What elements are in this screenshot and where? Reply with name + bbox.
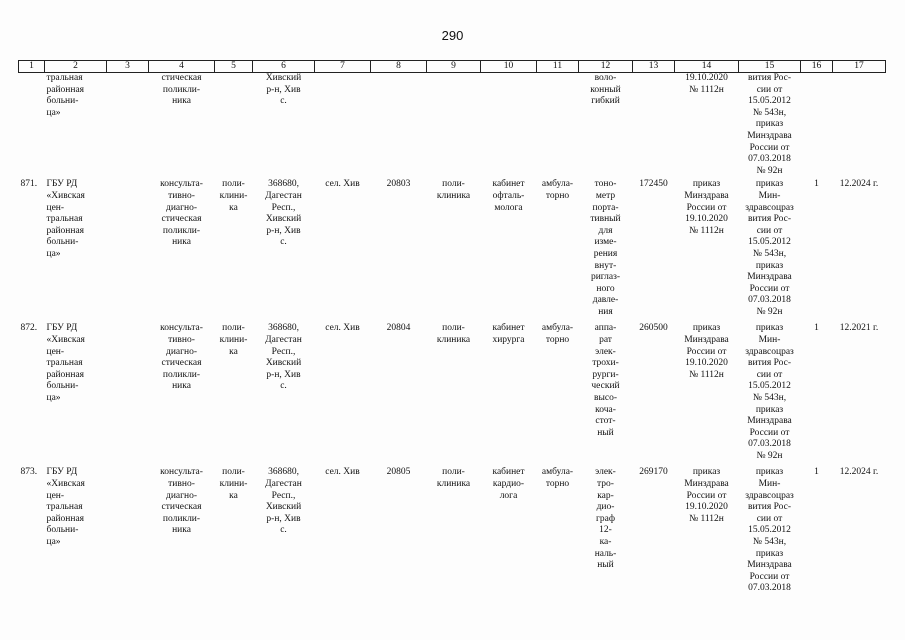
table-cell: вития Рос- сии от 15.05.2012 № 543н, приказ Минздрава России от 07.03.2018 № 92н (747, 73, 792, 176)
table-cell: ГБУ РД «Хивская цен- тральная районная больни- ца» (46, 323, 85, 403)
table-cell: 368680, Дагестан Респ., Хивский р-н, Хив с. (265, 467, 302, 536)
table-cell: 19.10.2020 № 1112н (685, 73, 728, 95)
table-cell: приказ Минздрава России от 19.10.2020 № 1112н (684, 179, 729, 236)
table-cell: кабинет кардио- лога (492, 467, 525, 501)
table-cell: 12.2024 г. (839, 467, 879, 478)
table-cell (107, 73, 149, 178)
column-header: 17 (833, 61, 886, 73)
table-cell: 269170 (639, 467, 668, 478)
column-header: 9 (427, 61, 481, 73)
table-row (19, 465, 886, 617)
column-header: 7 (315, 61, 371, 73)
table-cell: стическая поликли- ника (161, 73, 202, 107)
table-cell (371, 73, 427, 178)
column-header: 2 (45, 61, 107, 73)
table-cell: кабинет офталь- молога (492, 179, 525, 213)
table-cell (633, 73, 675, 178)
table-cell: амбула- торно (541, 467, 574, 489)
column-header: 5 (215, 61, 253, 73)
column-header: 14 (675, 61, 739, 73)
column-header: 12 (579, 61, 633, 73)
table-cell: 1 (814, 323, 819, 334)
table-cell: поли- клини- ка (219, 323, 248, 357)
table-cell: 368680, Дагестан Респ., Хивский р-н, Хив с. (265, 179, 302, 248)
table-cell: аппа- рат элек- трохи- рурги- ческий высо- коча- стот- ный (591, 323, 620, 438)
table-cell: амбула- торно (541, 323, 574, 345)
table-cell: 368680, Дагестан Респ., Хивский р-н, Хив с. (265, 323, 302, 392)
table-cell: поли- клиника (436, 323, 471, 345)
table-cell: кабинет хирурга (492, 323, 525, 345)
column-header: 1 (19, 61, 45, 73)
table-cell (315, 73, 371, 178)
table-cell: воло- конный гибкий (590, 73, 621, 107)
table-cell: 260500 (639, 323, 668, 334)
table-cell: 20805 (386, 467, 411, 478)
column-header: 13 (633, 61, 675, 73)
table-cell: 1 (814, 179, 819, 190)
column-header: 16 (801, 61, 833, 73)
table-cell: 871. (20, 179, 38, 190)
table-cell: тральная районная больни- ца» (46, 73, 85, 118)
table-cell: 20803 (386, 179, 411, 190)
table-cell (427, 73, 481, 178)
table-cell: поли- клини- ка (219, 179, 248, 213)
table-cell (107, 321, 149, 465)
table-cell: приказ Мин- здравсоцраз вития Рос- сии от 15.05.2012 № 543н, приказ Минздрава России от 07.03.2018 № 92н (745, 323, 794, 461)
table-cell (537, 73, 579, 178)
column-header: 10 (481, 61, 537, 73)
table-cell (107, 465, 149, 617)
table-cell: 12.2024 г. (839, 179, 879, 190)
table-cell: сел. Хив (325, 323, 360, 334)
table-cell: 20804 (386, 323, 411, 334)
table-cell: консульта- тивно- диагно- стическая поликли- ника (160, 323, 203, 392)
table-cell (107, 177, 149, 321)
table-cell: приказ Минздрава России от 19.10.2020 № 1112н (684, 467, 729, 524)
table-cell: элек- тро- кар- дио- граф 12- ка- наль- ный (594, 467, 617, 571)
table-cell: поли- клиника (436, 467, 471, 489)
table-cell: 872. (20, 323, 38, 334)
column-header: 6 (253, 61, 315, 73)
table-cell: 873. (20, 467, 38, 478)
table-cell (481, 73, 537, 178)
table-cell: 1 (814, 467, 819, 478)
table-cell: 172450 (639, 179, 668, 190)
table-cell (833, 73, 886, 178)
header-row (19, 61, 886, 73)
table-cell: консульта- тивно- диагно- стическая поликли- ника (160, 467, 203, 536)
table-cell: ГБУ РД «Хивская цен- тральная районная больни- ца» (46, 179, 85, 259)
column-header: 4 (149, 61, 215, 73)
table-cell: тоно- метр порта- тивный для изме- рения внут- риглаз- ного давле- ния (590, 179, 621, 317)
table-cell (19, 73, 45, 178)
table-cell: 12.2021 г. (839, 323, 879, 334)
table-cell: приказ Минздрава России от 19.10.2020 № 1112н (684, 323, 729, 380)
continuation-row (19, 73, 886, 178)
page-number: 290 (441, 28, 464, 43)
column-header: 15 (739, 61, 801, 73)
table-cell: приказ Мин- здравсоцраз вития Рос- сии от 15.05.2012 № 543н, приказ Минздрава России от 07.03.2018 (745, 467, 794, 594)
table-cell: амбула- торно (541, 179, 574, 201)
column-header: 11 (537, 61, 579, 73)
table-cell (215, 73, 253, 178)
table-cell: Хивский р-н, Хив с. (265, 73, 302, 107)
table-cell: сел. Хив (325, 467, 360, 478)
table-cell (801, 73, 833, 178)
table-cell: поли- клиника (436, 179, 471, 201)
table-cell: ГБУ РД «Хивская цен- тральная районная больни- ца» (46, 467, 85, 547)
table-row (19, 321, 886, 465)
equipment-table (18, 60, 886, 617)
column-header: 3 (107, 61, 149, 73)
table-cell: консульта- тивно- диагно- стическая поликли- ника (160, 179, 203, 248)
table-cell: сел. Хив (325, 179, 360, 190)
table-cell: поли- клини- ка (219, 467, 248, 501)
table-row (19, 177, 886, 321)
column-header: 8 (371, 61, 427, 73)
table-cell: приказ Мин- здравсоцраз вития Рос- сии от 15.05.2012 № 543н, приказ Минздрава России от 07.03.2018 № 92н (745, 179, 794, 317)
